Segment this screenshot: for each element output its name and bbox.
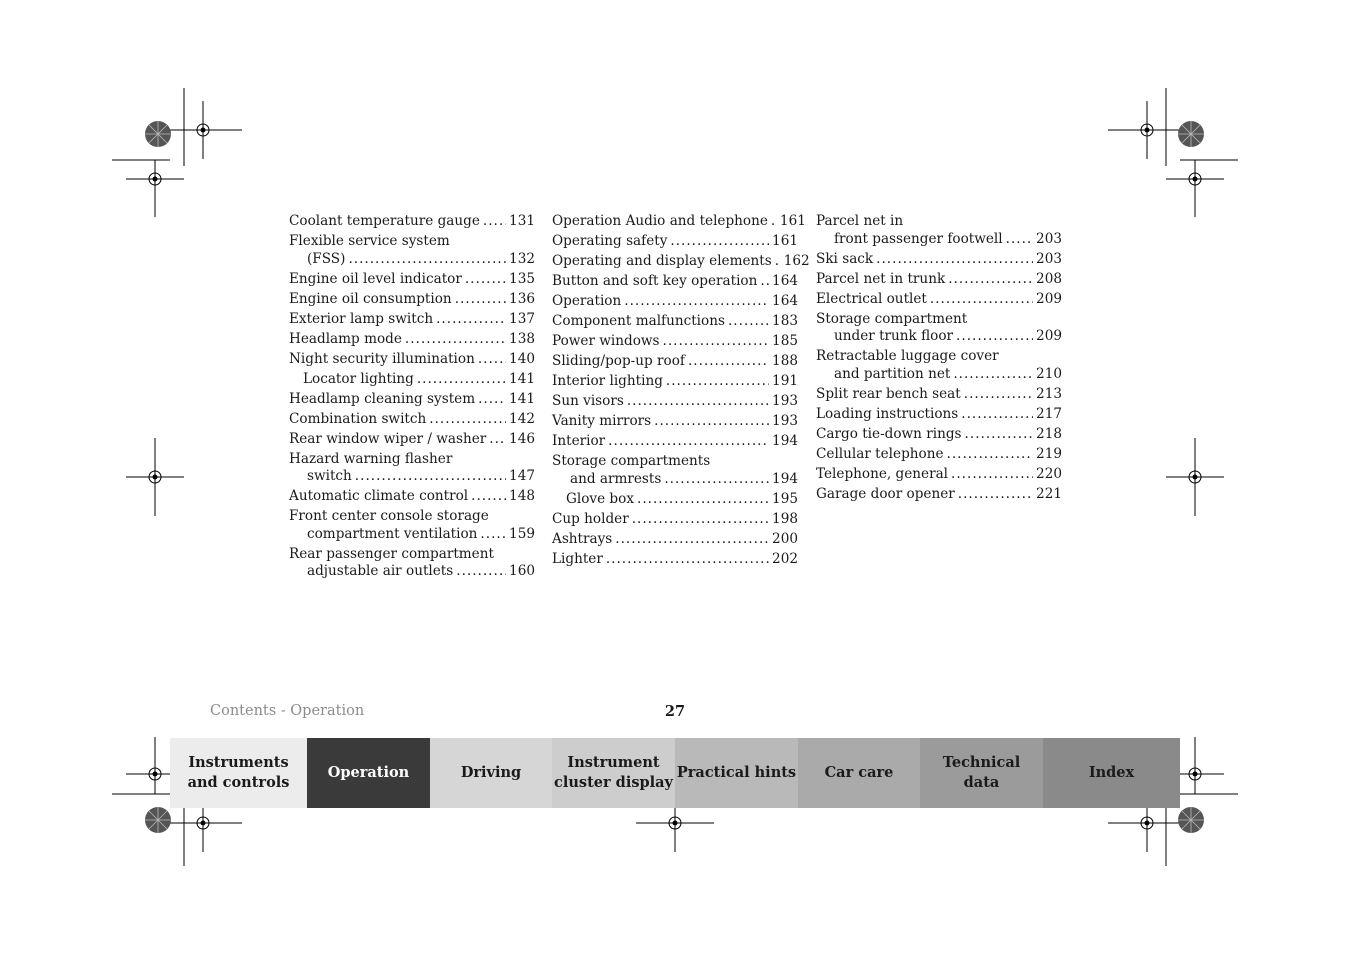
index-entry[interactable] — [816, 213, 1062, 248]
index-entry-label: Interior — [552, 433, 606, 449]
tab-index[interactable] — [1043, 738, 1180, 808]
index-entry-page: 218 — [1036, 425, 1062, 442]
dot-leader — [608, 433, 769, 451]
index-entry[interactable] — [816, 406, 1062, 424]
dot-leader — [958, 486, 1033, 504]
index-entry-label: Operation — [552, 293, 622, 309]
index-entry-page: 200 — [772, 530, 798, 547]
index-entry-label: Vanity mirrors — [552, 413, 652, 429]
dot-leader — [615, 531, 769, 549]
index-entry[interactable] — [552, 433, 798, 451]
dot-leader — [964, 386, 1033, 404]
index-entry-label: Cargo tie-down rings — [816, 425, 962, 442]
dot-leader — [417, 371, 506, 389]
index-entry-label: under trunk floor — [834, 328, 954, 344]
index-entry[interactable] — [552, 373, 798, 391]
index-entry-label: Engine oil consumption — [289, 290, 452, 307]
index-entry-page: 142 — [509, 410, 535, 427]
tab-label: Technical data — [942, 754, 1021, 791]
index-entry-page: 146 — [509, 430, 535, 447]
dot-leader — [1006, 231, 1033, 249]
index-entry-page: 209 — [1036, 290, 1062, 307]
index-entry-label: Operating and display elements — [552, 253, 772, 269]
index-entry-label: Automatic climate control — [289, 488, 469, 504]
index-entry-label: Front center console storage — [289, 508, 489, 524]
index-entry[interactable] — [552, 531, 798, 549]
index-entry-page: 161 — [779, 213, 806, 229]
index-entry[interactable] — [289, 271, 535, 289]
index-entry[interactable] — [552, 551, 798, 569]
tab-instrument-cluster-display[interactable] — [552, 738, 675, 808]
index-entry[interactable] — [289, 546, 535, 581]
index-entry[interactable] — [552, 393, 798, 411]
index-entry[interactable] — [816, 271, 1062, 289]
index-entry[interactable] — [289, 331, 535, 349]
index-entry-page: 213 — [1036, 385, 1062, 402]
index-entry-label: Telephone, general — [816, 465, 949, 482]
dot-leader — [471, 488, 506, 506]
index-entry-page: 140 — [509, 350, 535, 367]
index-entry-label: Retractable luggage cover — [816, 348, 999, 364]
index-column-1 — [289, 213, 535, 583]
dot-leader — [951, 466, 1033, 484]
index-entry[interactable] — [552, 511, 798, 529]
index-entry-page: 191 — [772, 373, 798, 389]
index-entry-label: Lighter — [552, 550, 603, 567]
index-entry-page: 141 — [509, 390, 535, 407]
dot-leader — [632, 511, 769, 529]
dot-leader — [666, 373, 769, 391]
index-entry-page: 210 — [1036, 365, 1062, 382]
index-entry[interactable] — [289, 311, 535, 329]
dot-leader — [956, 328, 1033, 346]
index-entry-page: 183 — [772, 313, 798, 329]
dot-leader — [688, 353, 769, 371]
index-entry[interactable] — [552, 313, 798, 331]
dot-leader — [760, 273, 769, 291]
index-entry-label: switch — [307, 468, 352, 484]
index-entry-page: 202 — [772, 550, 798, 567]
dot-leader — [478, 351, 506, 369]
index-entry[interactable] — [289, 488, 535, 506]
index-entry-label: Sliding/pop-up roof — [552, 353, 685, 369]
index-entry[interactable] — [289, 291, 535, 309]
index-entry-page: 136 — [509, 290, 535, 307]
dot-leader — [670, 233, 769, 251]
dot-leader — [876, 251, 1033, 269]
dot-leader — [961, 406, 1033, 424]
index-entry[interactable] — [552, 453, 798, 488]
index-entry-label: Coolant temperature gauge — [289, 213, 480, 229]
index-entry-label: and armrests — [570, 470, 662, 487]
index-entry[interactable] — [552, 353, 798, 371]
dot-leader — [965, 426, 1034, 444]
index-entry-page: 194 — [772, 433, 798, 449]
index-entry-label: Parcel net in — [816, 213, 904, 229]
index-entry[interactable] — [289, 233, 535, 268]
index-entry-page: 193 — [772, 393, 798, 409]
tab-label: Operation — [327, 764, 410, 781]
index-entry-page: 217 — [1036, 405, 1062, 422]
index-entry-label: Storage compartments — [552, 453, 711, 469]
index-entry-label: Combination switch — [289, 410, 427, 427]
index-entry-page: 195 — [772, 490, 798, 507]
index-entry[interactable] — [552, 233, 798, 251]
tab-driving[interactable] — [430, 738, 552, 808]
index-entry-page: 203 — [1036, 250, 1062, 267]
index-entry-label: Storage compartment — [816, 310, 968, 327]
dot-leader — [654, 413, 769, 431]
index-entry[interactable] — [289, 371, 535, 389]
index-entry-label: Loading instructions — [816, 405, 959, 422]
dot-leader — [637, 491, 769, 509]
section-tab-bar — [170, 738, 1180, 808]
index-entry-label: Locator lighting — [303, 370, 414, 387]
index-entry-page: 147 — [509, 468, 535, 484]
index-entry-page: 193 — [772, 413, 798, 429]
dot-leader — [483, 213, 506, 231]
tab-label: Car care — [824, 764, 894, 781]
index-entry[interactable] — [816, 446, 1062, 464]
index-entry-page: 164 — [772, 273, 798, 289]
index-entry-label: Night security illumination — [289, 350, 475, 367]
index-entry-page: 131 — [509, 213, 535, 229]
index-entry-label: Engine oil level indicator — [289, 270, 462, 287]
dot-leader — [465, 271, 506, 289]
index-entry-label: Ski sack — [816, 250, 874, 267]
tab-practical-hints[interactable] — [675, 738, 798, 808]
dot-leader — [627, 393, 769, 411]
index-entry-page: 137 — [509, 310, 535, 327]
index-entry-page: 219 — [1036, 445, 1062, 462]
tab-label: Instruments and controls — [187, 754, 290, 791]
index-entry[interactable] — [816, 466, 1062, 484]
index-entry-label: Headlamp cleaning system — [289, 390, 476, 407]
index-entry-page: 141 — [509, 370, 535, 387]
index-entry-page: 148 — [509, 488, 535, 504]
index-entry-page: 162 — [783, 253, 810, 269]
dot-leader — [728, 313, 769, 331]
index-entry[interactable] — [816, 348, 1062, 383]
index-entry-label: adjustable air outlets — [307, 563, 454, 579]
index-entry[interactable] — [289, 411, 535, 429]
index-entry[interactable] — [816, 486, 1062, 504]
index-entry-label: Interior lighting — [552, 373, 663, 389]
dot-leader — [348, 251, 506, 269]
index-entry-label: Electrical outlet — [816, 290, 927, 307]
dot-leader — [948, 271, 1033, 289]
tab-operation[interactable] — [307, 738, 430, 808]
dot-leader — [478, 391, 506, 409]
tab-instruments-and-controls[interactable] — [170, 738, 307, 808]
index-entry-page: 164 — [772, 293, 798, 309]
index-entry-label: Operation Audio and telephone — [552, 213, 768, 229]
index-entry[interactable] — [552, 413, 798, 431]
index-entry-label: Cellular telephone — [816, 445, 944, 462]
dot-leader — [953, 366, 1033, 384]
index-entry[interactable] — [289, 431, 535, 449]
index-entry-label: Glove box — [566, 490, 634, 507]
index-entry-label: Button and soft key operation — [552, 273, 758, 289]
index-entry-label: Split rear bench seat — [816, 385, 961, 402]
index-entry-label: Garage door opener — [816, 485, 955, 502]
index-entry-page: 159 — [509, 525, 535, 542]
index-entry-label: Power windows — [552, 333, 660, 349]
index-entry-label: Headlamp mode — [289, 330, 402, 347]
dot-leader — [624, 293, 769, 311]
index-entry[interactable] — [552, 273, 798, 291]
dot-leader — [455, 291, 506, 309]
index-entry[interactable] — [816, 386, 1062, 404]
index-entry[interactable] — [552, 293, 798, 311]
index-entry-page: 160 — [509, 563, 535, 579]
index-entry-label: compartment ventilation — [307, 525, 478, 542]
dot-leader — [456, 563, 506, 581]
index-entry-page: 208 — [1036, 270, 1062, 287]
index-entry-label: Cup holder — [552, 510, 629, 527]
tab-label: Instrument cluster display — [554, 754, 673, 791]
index-entry-label: Flexible service system — [289, 233, 450, 249]
index-entry-label: Component malfunctions — [552, 313, 725, 329]
section-title: Contents - Operation — [210, 703, 365, 719]
index-entry-label: (FSS) — [307, 250, 346, 267]
index-entry[interactable] — [552, 213, 806, 231]
dot-leader — [947, 446, 1034, 464]
index-entry[interactable] — [289, 508, 535, 543]
dot-leader — [930, 291, 1033, 309]
tab-label: Driving — [460, 764, 522, 781]
index-entry-page: 135 — [509, 270, 535, 287]
index-entry-page: 209 — [1036, 328, 1062, 344]
index-entry-page: 198 — [772, 510, 798, 527]
index-entry-page: 185 — [772, 333, 798, 349]
index-entry-label: Rear window wiper / washer — [289, 430, 487, 447]
index-column-2 — [552, 213, 810, 571]
tab-label: Index — [1088, 764, 1135, 781]
index-entry-label: Hazard warning flasher — [289, 450, 453, 467]
tab-car-care[interactable] — [798, 738, 920, 808]
index-entry-label: Parcel net in trunk — [816, 270, 946, 287]
index-entry-label: Operating safety — [552, 233, 668, 249]
index-entry[interactable] — [816, 291, 1062, 309]
index-entry[interactable] — [816, 251, 1062, 269]
dot-leader — [429, 411, 506, 429]
index-entry-page: 188 — [772, 353, 798, 369]
index-entry[interactable] — [289, 451, 535, 486]
index-entry[interactable] — [816, 311, 1062, 346]
dot-leader — [405, 331, 506, 349]
index-entry[interactable] — [552, 333, 798, 351]
index-entry-page: 161 — [772, 233, 798, 249]
index-entry-page: 138 — [509, 330, 535, 347]
dot-leader — [771, 213, 777, 231]
dot-leader — [663, 333, 770, 351]
index-entry[interactable] — [816, 426, 1062, 444]
dot-leader — [355, 468, 506, 486]
index-entry-label: Ashtrays — [552, 530, 613, 547]
dot-leader — [606, 551, 769, 569]
index-entry-label: Sun visors — [552, 393, 624, 409]
index-entry-label: and partition net — [834, 365, 951, 382]
index-entry-page: 132 — [509, 250, 535, 267]
dot-leader — [436, 311, 506, 329]
index-entry[interactable] — [552, 491, 798, 509]
index-entry-page: 203 — [1036, 230, 1062, 247]
index-entry[interactable] — [289, 351, 535, 369]
tab-label: Practical hints — [676, 764, 797, 781]
index-entry-page: 220 — [1036, 465, 1062, 482]
index-entry-page: 194 — [772, 470, 798, 487]
index-entry-page: 221 — [1036, 485, 1062, 502]
page-number: 27 — [664, 703, 686, 720]
index-entry[interactable] — [289, 213, 535, 231]
tab-technical-data[interactable] — [920, 738, 1043, 808]
index-entry-label: Rear passenger compartment — [289, 545, 494, 562]
dot-leader — [489, 431, 506, 449]
index-entry-label: front passenger footwell — [834, 230, 1003, 247]
index-entry-label: Exterior lamp switch — [289, 310, 434, 327]
dot-leader — [775, 253, 781, 271]
index-entry[interactable] — [289, 391, 535, 409]
index-column-3 — [816, 213, 1062, 506]
index-entry[interactable] — [552, 253, 810, 271]
dot-leader — [664, 471, 769, 489]
dot-leader — [480, 526, 506, 544]
